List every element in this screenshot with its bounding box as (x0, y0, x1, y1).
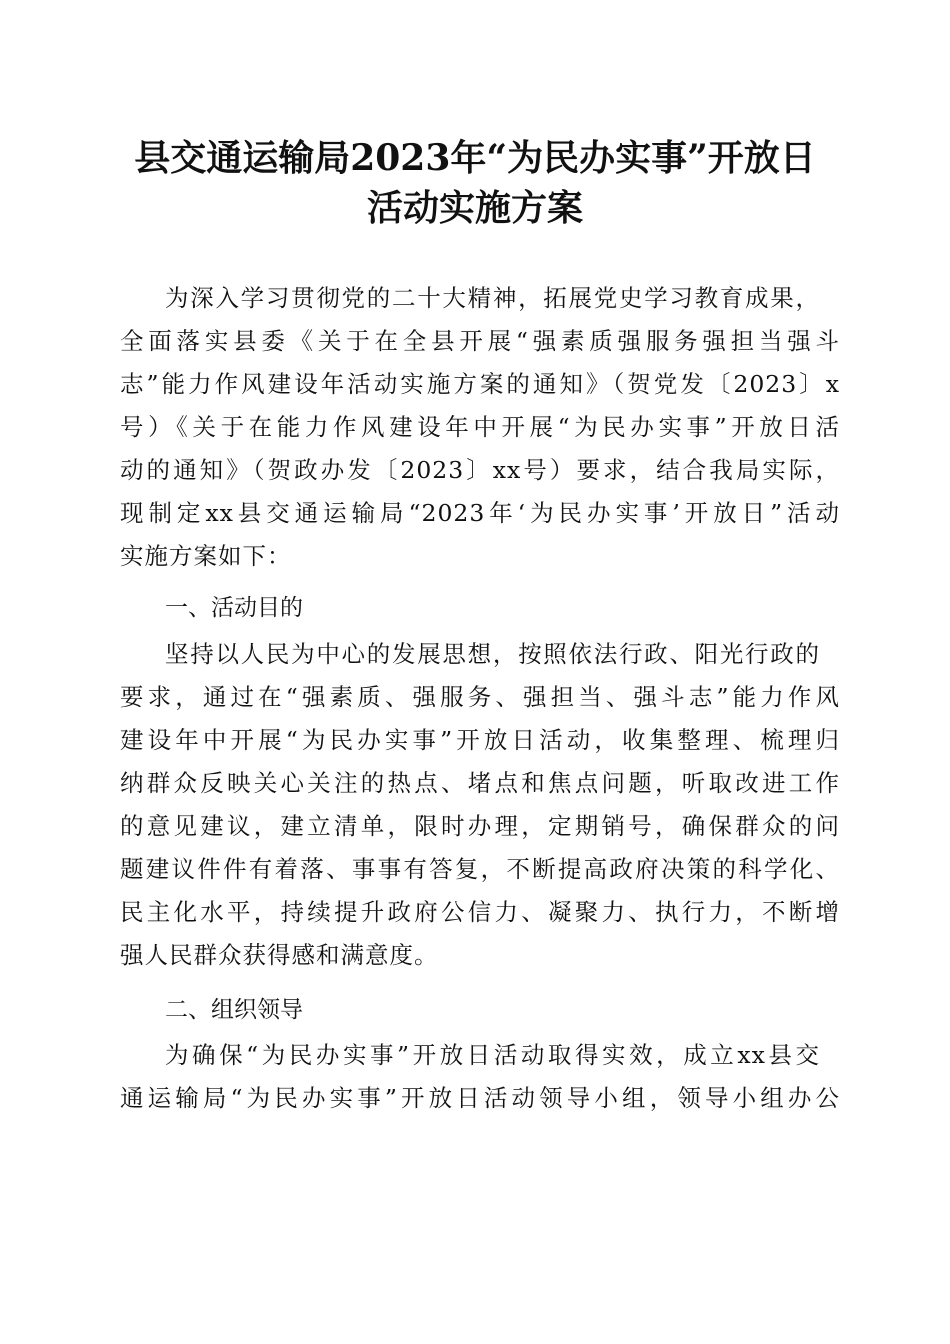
paragraph-line: 坚持以人民为中心的发展思想，按照依法行政、阳光行政的 (165, 640, 820, 668)
paragraph-line: 建设年中开展“为民办实事”开放日活动，收集整理、梳理归 (120, 726, 840, 754)
paragraph-line: 题建议件件有着落、事事有答复，不断提高政府决策的科学化、 (120, 855, 840, 883)
paragraph-line: 强人民群众获得感和满意度。 (120, 941, 439, 969)
paragraph-line: 民主化水平，持续提升政府公信力、凝聚力、执行力，不断增 (120, 898, 840, 926)
paragraph-line: 现制定xx县交通运输局“2023年‘为民办实事’开放日”活动 (120, 499, 840, 527)
paragraph-line: 纳群众反映关心关注的热点、堵点和焦点问题，听取改进工作 (120, 769, 840, 797)
paragraph-line: 号）《关于在能力作风建设年中开展“为民办实事”开放日活 (120, 413, 840, 441)
section-heading-purpose: 一、活动目的 (165, 595, 303, 621)
paragraph-line: 的意见建议，建立清单，限时办理，定期销号，确保群众的问 (120, 812, 840, 840)
paragraph-line: 通运输局“为民办实事”开放日活动领导小组，领导小组办公 (120, 1084, 840, 1112)
paragraph-line: 全面落实县委《关于在全县开展“强素质强服务强担当强斗 (120, 327, 840, 355)
paragraph-line: 为确保“为民办实事”开放日活动取得实效，成立xx县交 (165, 1041, 820, 1069)
paragraph-line: 为深入学习贯彻党的二十大精神，拓展党史学习教育成果， (165, 284, 820, 312)
paragraph-line: 实施方案如下： (120, 542, 292, 570)
paragraph-line: 要求，通过在“强素质、强服务、强担当、强斗志”能力作风 (120, 683, 840, 711)
document-title-line-1: 县交通运输局2023年“为民办实事”开放日 (134, 137, 816, 179)
section-heading-organization: 二、组织领导 (165, 997, 303, 1023)
document-title-line-2: 活动实施方案 (366, 187, 583, 229)
paragraph-line: 志”能力作风建设年活动实施方案的通知》（贺党发〔2023〕x (120, 370, 840, 398)
paragraph-line: 动的通知》（贺政办发〔2023〕xx号）要求，结合我局实际， (120, 456, 840, 484)
